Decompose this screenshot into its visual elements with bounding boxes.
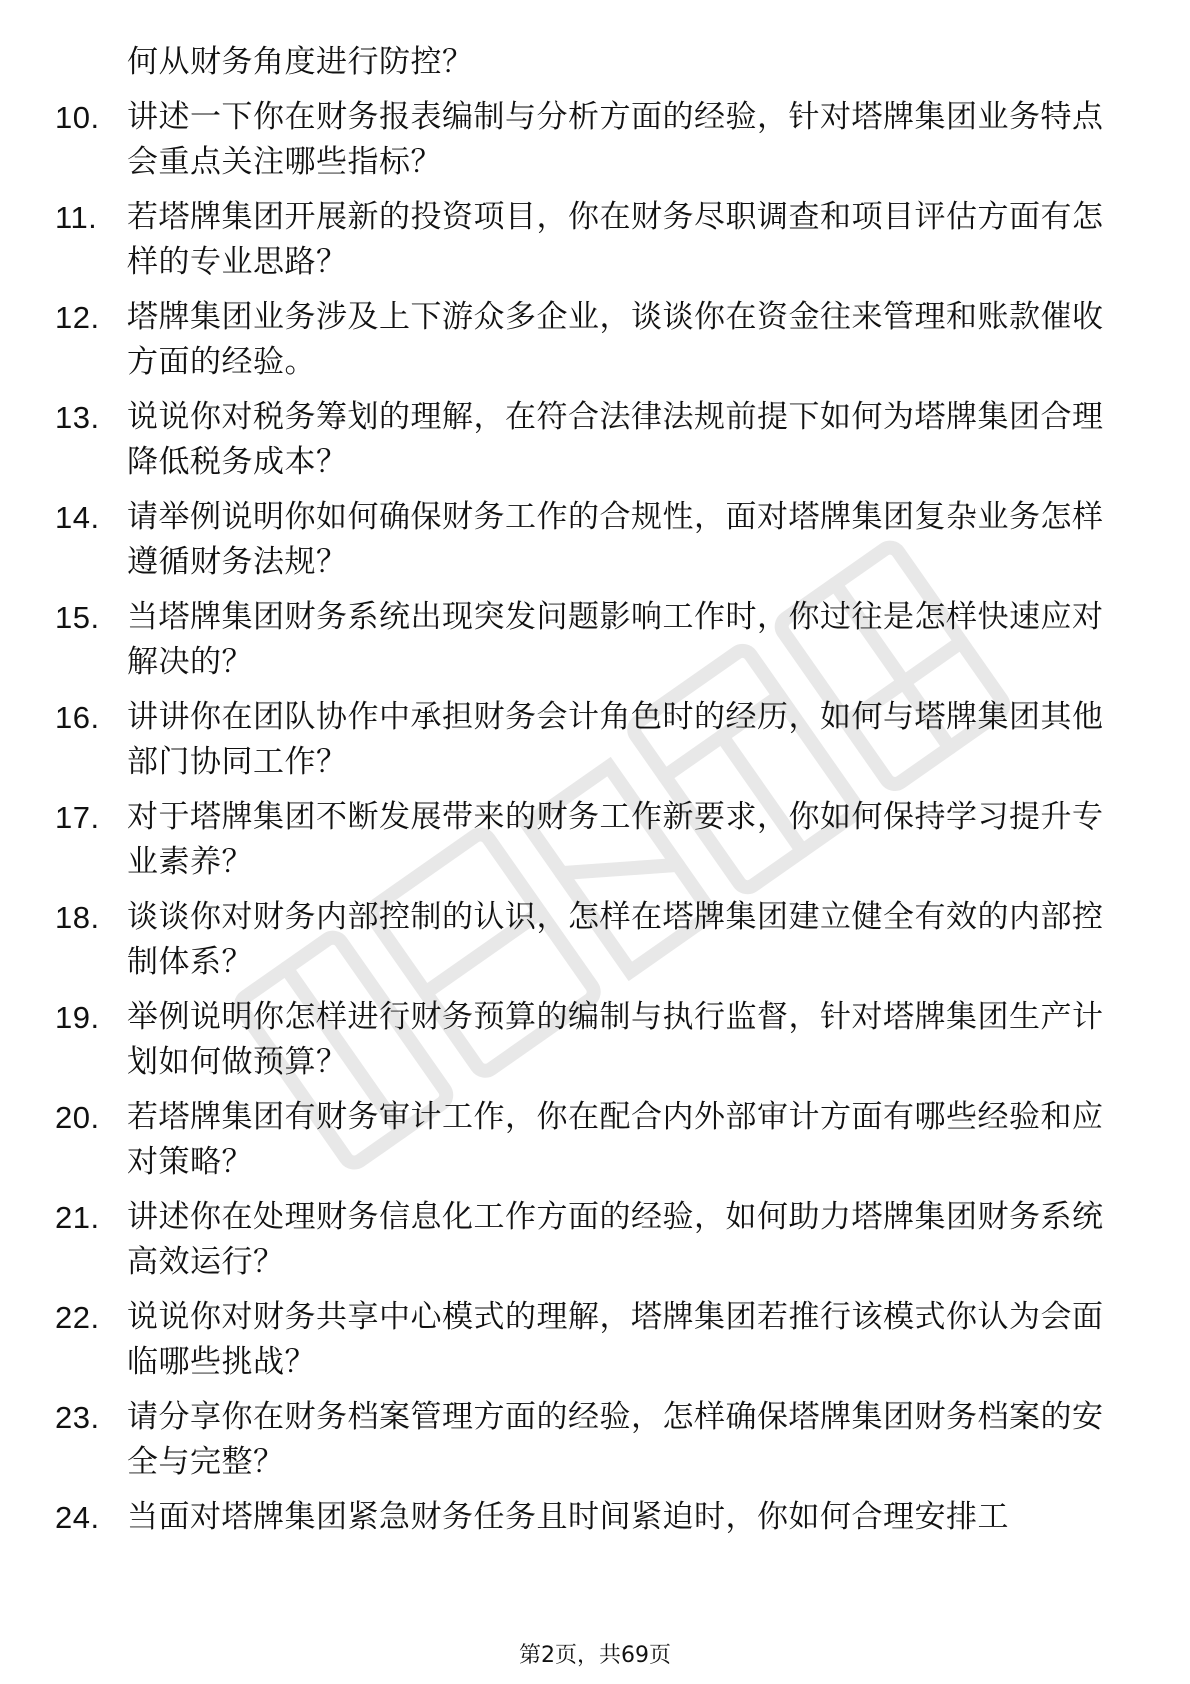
item-number: 21. — [55, 1200, 100, 1235]
list-item — [0, 595, 1190, 685]
item-number: 20. — [55, 1100, 100, 1135]
item-text: 举例说明你怎样进行财务预算的编制与执行监督，针对塔牌集团生产计划如何做预算？ — [127, 999, 1104, 1080]
item-text: 请分享你在财务档案管理方面的经验，怎样确保塔牌集团财务档案的安全与完整？ — [127, 1399, 1104, 1480]
item-text: 讲述你在处理财务信息化工作方面的经验，如何助力塔牌集团财务系统高效运行？ — [127, 1199, 1104, 1280]
item-text: 请举例说明你如何确保财务工作的合规性，面对塔牌集团复杂业务怎样遵循财务法规？ — [127, 499, 1104, 580]
item-number: 23. — [55, 1400, 100, 1435]
item-number: 19. — [55, 1000, 100, 1035]
list-item — [0, 395, 1190, 485]
item-number: 24. — [55, 1500, 100, 1535]
list-item — [0, 1495, 1190, 1540]
list-item — [0, 495, 1190, 585]
item-text: 对于塔牌集团不断发展带来的财务工作新要求，你如何保持学习提升专业素养？ — [127, 799, 1104, 880]
item-number: 14. — [55, 500, 100, 535]
list-item — [0, 295, 1190, 385]
item-text: 若塔牌集团有财务审计工作，你在配合内外部审计方面有哪些经验和应对策略？ — [127, 1099, 1104, 1180]
item-text: 当塔牌集团财务系统出现突发问题影响工作时，你过往是怎样快速应对解决的？ — [127, 599, 1104, 680]
item-text: 谈谈你对财务内部控制的认识，怎样在塔牌集团建立健全有效的内部控制体系？ — [127, 899, 1104, 980]
list-item — [0, 995, 1190, 1085]
continuation-text: 何从财务角度进行防控？ — [127, 44, 474, 80]
question-list — [0, 40, 1190, 1550]
list-item — [0, 1295, 1190, 1385]
item-text: 塔牌集团业务涉及上下游众多企业，谈谈你在资金往来管理和账款催收方面的经验。 — [127, 299, 1104, 380]
page-footer: 第2页，共69页 — [519, 1643, 671, 1668]
list-item — [0, 1195, 1190, 1285]
list-item — [0, 895, 1190, 985]
item-number: 12. — [55, 300, 100, 335]
item-number: 18. — [55, 900, 100, 935]
list-item — [0, 1395, 1190, 1485]
list-item — [0, 1095, 1190, 1185]
list-item — [0, 195, 1190, 285]
list-item — [0, 95, 1190, 185]
item-text: 当面对塔牌集团紧急财务任务且时间紧迫时，你如何合理安排工 — [127, 1499, 1009, 1535]
item-number: 13. — [55, 400, 100, 435]
list-item — [0, 795, 1190, 885]
item-text: 若塔牌集团开展新的投资项目，你在财务尽职调查和项目评估方面有怎样的专业思路？ — [127, 199, 1104, 280]
item-number: 17. — [55, 800, 100, 835]
list-item — [0, 695, 1190, 785]
item-number: 16. — [55, 700, 100, 735]
item-text: 讲讲你在团队协作中承担财务会计角色时的经历，如何与塔牌集团其他部门协同工作？ — [127, 699, 1104, 780]
item-text: 说说你对税务筹划的理解，在符合法律法规前提下如何为塔牌集团合理降低税务成本？ — [127, 399, 1104, 480]
item-number: 10. — [55, 100, 100, 135]
item-number: 22. — [55, 1300, 100, 1335]
item-number: 15. — [55, 600, 100, 635]
item-number: 11. — [55, 200, 98, 235]
item-text: 讲述一下你在财务报表编制与分析方面的经验，针对塔牌集团业务特点会重点关注哪些指标？ — [127, 99, 1104, 180]
item-text: 说说你对财务共享中心模式的理解，塔牌集团若推行该模式你认为会面临哪些挑战？ — [127, 1299, 1104, 1380]
